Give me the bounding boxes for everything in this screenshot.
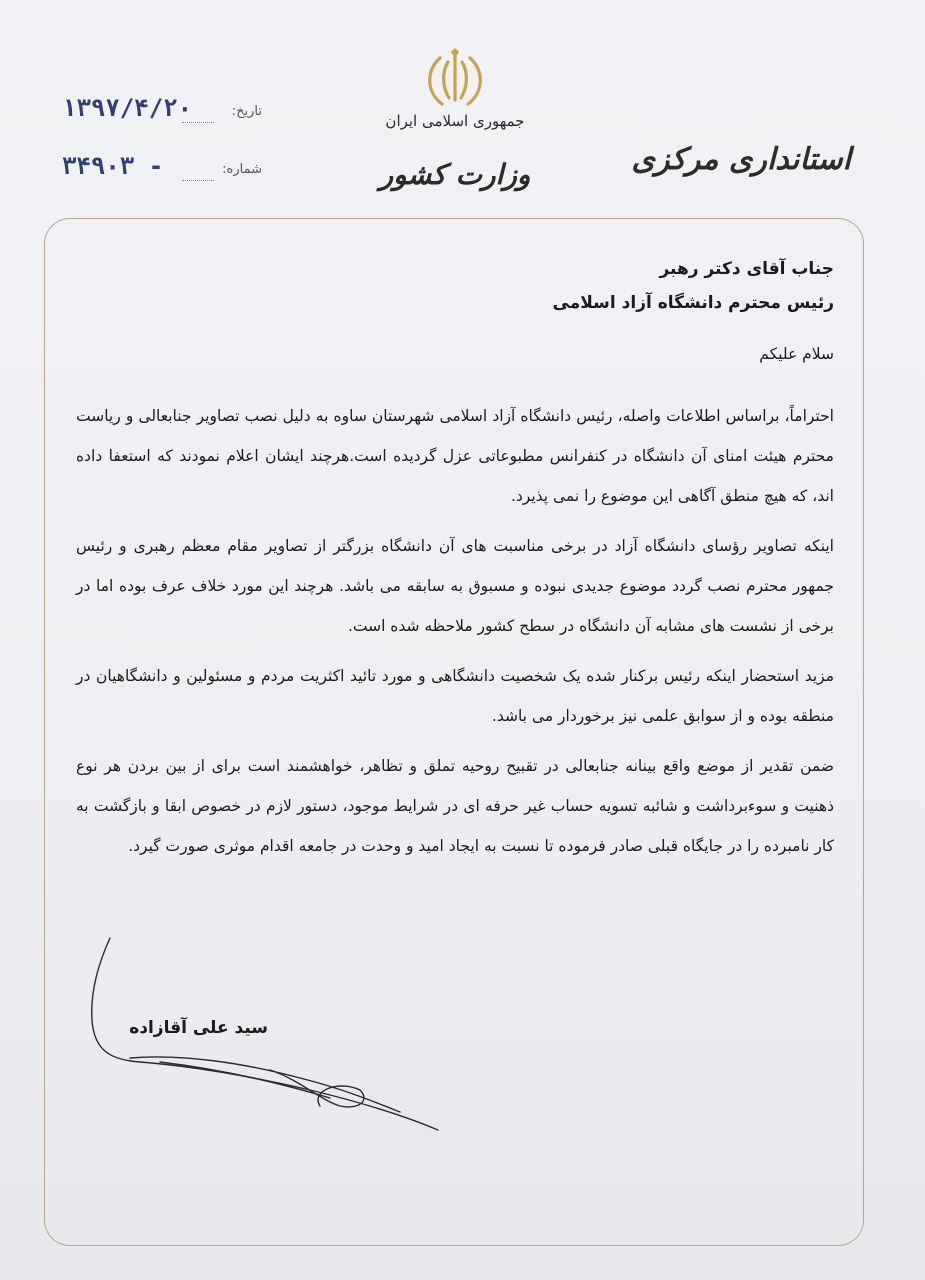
recipient-title: رئیس محترم دانشگاه آزاد اسلامی	[552, 293, 834, 313]
governorate-title: استانداری مرکزی	[631, 142, 851, 177]
iran-emblem-icon	[418, 48, 492, 114]
ministry-title: وزارت کشور	[379, 158, 531, 191]
number-dotted-line	[182, 180, 214, 181]
paragraph-3: مزید استحضار اینکه رئیس برکنار شده یک شخصیت دانشگاهی و مورد تائید اکثریت مردم و مسئولین و دانشگاهیان در منطقه بوده و از سوابق علمی نیز برخوردار می باشد.	[76, 667, 834, 725]
date-dotted-line	[182, 122, 214, 123]
number-value: ۳۴۹۰۳ -	[62, 152, 164, 180]
number-label: شماره:	[222, 162, 262, 177]
republic-title: جمهوری اسلامی ایران	[385, 112, 525, 130]
date-value: ۱۳۹۷/۴/۲۰	[62, 94, 193, 122]
letter-body	[76, 252, 834, 876]
date-label: تاریخ:	[231, 104, 262, 119]
signer-name: سید علی آقازاده	[129, 1018, 268, 1038]
paragraph-2: اینکه تصاویر رؤسای دانشگاه آزاد در برخی مناسبت های آن دانشگاه بزرگتر از تصاویر مقام معظم رهبری و رئیس جمهور محترم نصب گردد موضوع جدیدی نبوده و مسبوق به سابقه می باشد. هرچند این مورد خلاف عرف بوده اما در برخی از نشست های مشابه آن دانشگاه در سطح کشور ملاحظه شده است.	[76, 537, 834, 635]
recipient-name: جناب آقای دکتر رهبر	[659, 259, 834, 279]
paragraph-1: احتراماً، براساس اطلاعات واصله، رئیس دانشگاه آزاد اسلامی شهرستان ساوه به دلیل نصب تصاویر جنابعالی و ریاست محترم هیئت امنای آن دانشگاه در کنفرانس مطبوعاتی عزل گردیده است.هرچند ایشان اعلام نمودند که استعفا داده اند، که هیچ منطق آگاهی این موضوع را نمی پذیرد.	[76, 407, 834, 505]
greeting: سلام علیکم	[759, 345, 834, 363]
paragraph-4: ضمن تقدیر از موضع واقع بینانه جنابعالی در تقبیح روحیه تملق و تظاهر، خواهشمند است برای از بین بردن هر نوع ذهنیت و سوءبرداشت و شائبه تسویه حساب غیر حرفه ای در شرایط موجود، دستور لازم در خصوص ابقا و بازگشت به کار نامبرده را در جایگاه قبلی صادر فرموده تا نسبت به ایجاد امید و وحدت در جامعه اقدام موثری صورت گیرد.	[76, 757, 834, 855]
handwritten-signature	[70, 930, 450, 1150]
